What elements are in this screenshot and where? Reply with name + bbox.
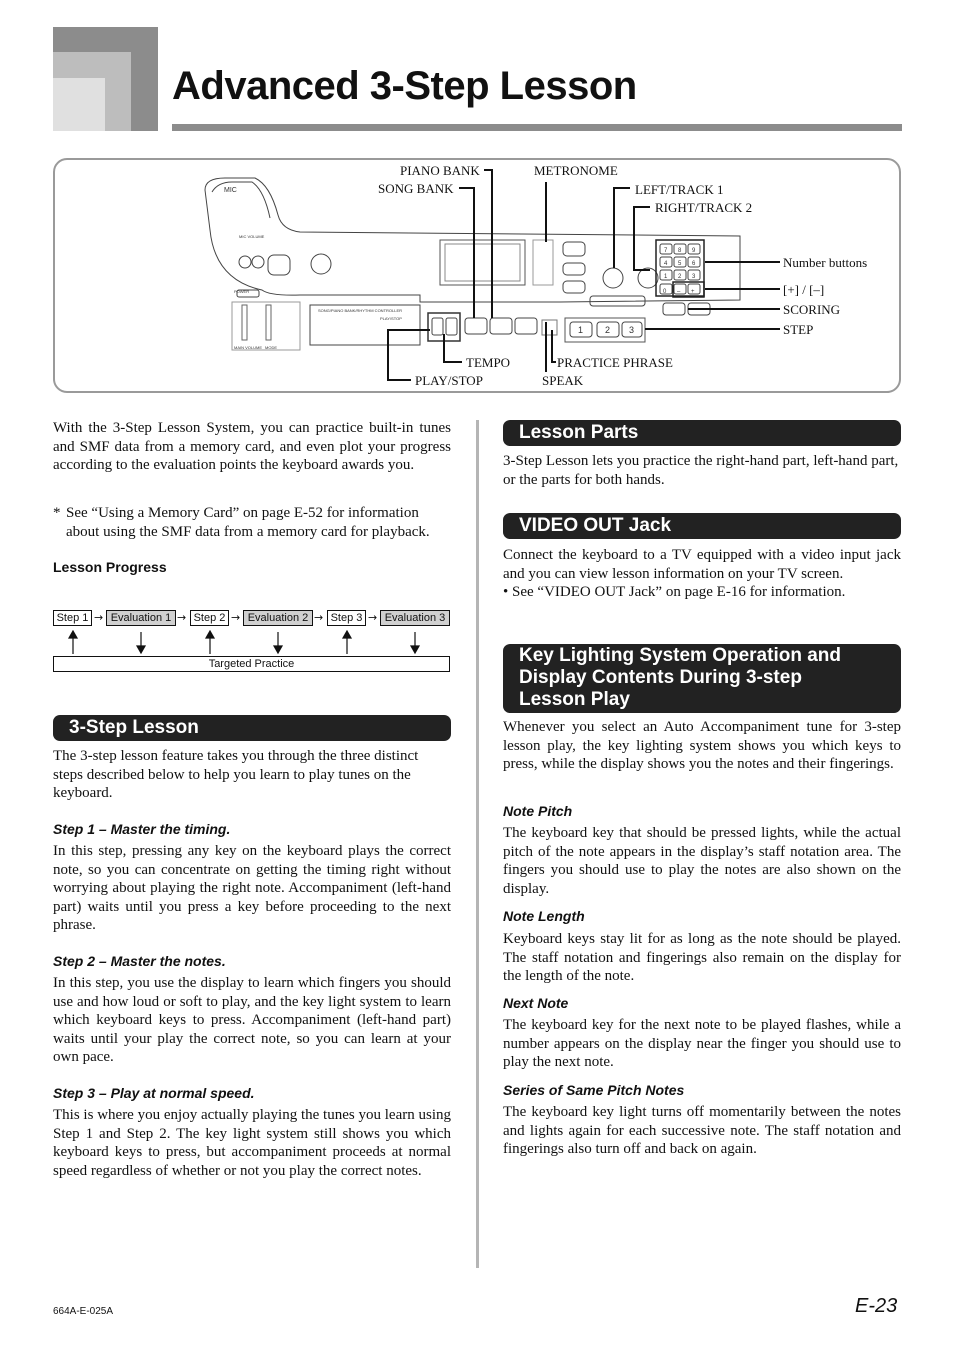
label-song-bank: SONG BANK bbox=[378, 181, 454, 196]
label-right-track: RIGHT/TRACK 2 bbox=[655, 200, 753, 215]
step-key-2: 2 bbox=[605, 325, 611, 335]
numpad-key-3: 3 bbox=[692, 274, 696, 280]
progress-arrow: → bbox=[314, 611, 324, 624]
step-key-1: 1 bbox=[578, 325, 584, 335]
label-play-stop: PLAY/STOP bbox=[415, 373, 483, 388]
progress-arrow: → bbox=[177, 611, 187, 624]
numpad-key-9: 9 bbox=[692, 248, 696, 254]
section-bar-3-step-lesson: 3-Step Lesson bbox=[53, 715, 451, 741]
document-code: 664A-E-025A bbox=[53, 1306, 114, 1317]
key-lighting-intro: Whenever you select an Auto Accompaniment tune for 3-step lesson play, the key lighting system shows you which keys to press, while the display shows you the notes and their fingerings. bbox=[503, 719, 901, 773]
label-scoring: SCORING bbox=[783, 302, 841, 317]
power-label: POWER bbox=[234, 289, 250, 294]
label-plus-minus: [+] / [–] bbox=[783, 282, 825, 297]
same-pitch-heading: Series of Same Pitch Notes bbox=[503, 1082, 685, 1098]
numpad-minus: – bbox=[677, 289, 681, 295]
mic-volume-label: MIC VOLUME bbox=[239, 234, 265, 239]
section-bar-lesson-parts: Lesson Parts bbox=[503, 420, 901, 446]
section-bar-key-lighting bbox=[503, 644, 901, 713]
intro-paragraph: With the 3-Step Lesson System, you can practice built-in tunes and SMF data from a memory card, and even plot your progress according to the evaluation points the keyboard awards you. bbox=[53, 420, 451, 474]
step-3-heading: Step 3 – Play at normal speed. bbox=[53, 1085, 255, 1101]
progress-evaluation-1: Evaluation 1 bbox=[106, 610, 176, 626]
video-out-text: Connect the keyboard to a TV equipped with a video input jack and you can view lesson information on your TV screen. bbox=[503, 547, 901, 582]
progress-step-3: Step 3 bbox=[327, 610, 366, 626]
mode-label: MODE bbox=[265, 345, 277, 350]
numpad-key-8: 8 bbox=[678, 248, 682, 254]
main-volume-label: MAIN VOLUME bbox=[234, 345, 263, 350]
note-length-heading: Note Length bbox=[503, 908, 585, 924]
step-2-text: In this step, you use the display to learn which fingers you should use and how loud or soft to play, and the key light system to learn which keyboard keys to press. Accompaniment (left-hand part) waits until your play the correct note, so you can learn at your own pace. bbox=[53, 975, 451, 1066]
label-practice-phrase: PRACTICE PHRASE bbox=[557, 355, 673, 370]
targeted-practice-box: Targeted Practice bbox=[53, 656, 450, 672]
video-out-bullet: • See “VIDEO OUT Jack” on page E-16 for information. bbox=[503, 584, 846, 600]
lesson-progress-heading: Lesson Progress bbox=[53, 559, 167, 575]
step-3-text: This is where you enjoy actually playing the tunes you learn using Step 1 and Step 2. The key light system still shows you which keyboard keys to press, but accompaniment proceeds at normal speed regardless of whether or not you play the correct notes. bbox=[53, 1107, 451, 1179]
numpad-key-2: 2 bbox=[678, 274, 682, 280]
label-number-buttons: Number buttons bbox=[783, 255, 868, 270]
progress-evaluation-3: Evaluation 3 bbox=[380, 610, 450, 626]
progress-step-2: Step 2 bbox=[190, 610, 229, 626]
label-left-track: LEFT/TRACK 1 bbox=[635, 182, 724, 197]
key-lighting-title-line-1: Key Lighting System Operation and bbox=[519, 645, 841, 666]
numpad-plus: + bbox=[691, 289, 695, 295]
controller-panel-label: SONG/PIANO BANK/RHYTHM CONTROLLER bbox=[318, 308, 403, 313]
progress-arrow: → bbox=[368, 611, 378, 624]
label-piano-bank: PIANO BANK bbox=[400, 163, 480, 178]
step-1-heading: Step 1 – Master the timing. bbox=[53, 821, 231, 837]
numpad-key-4: 4 bbox=[664, 261, 668, 267]
numpad-zero: 0 bbox=[663, 289, 667, 295]
same-pitch-text: The keyboard key light turns off momentarily between the notes and lights again for each successive note. The staff notation and fingerings also turn off and back on again. bbox=[503, 1104, 901, 1158]
progress-arrow: → bbox=[94, 611, 104, 624]
key-lighting-title-line-2: Display Contents During 3-step bbox=[519, 667, 802, 688]
page-title: Advanced 3-Step Lesson bbox=[172, 64, 637, 108]
keyboard-illustration bbox=[0, 0, 954, 400]
lesson-parts-text: 3-Step Lesson lets you practice the right-hand part, left-hand part, or the parts for both hands. bbox=[503, 453, 899, 488]
step-key-3: 3 bbox=[629, 325, 635, 335]
column-divider bbox=[476, 420, 479, 1268]
memory-card-note: See “Using a Memory Card” on page E-52 for information about using the SMF data from a memory card for playback. bbox=[66, 505, 430, 540]
next-note-text: The keyboard key for the next note to be played flashes, while a number appears on the display near the finger you should use to play the next note. bbox=[503, 1017, 901, 1071]
note-pitch-text: The keyboard key that should be pressed lights, while the actual pitch of the note appears in the display’s staff notation area. The fingers you should use to play the notes are also shown on the display. bbox=[503, 825, 901, 897]
step-1-text: In this step, pressing any key on the keyboard plays the correct note, so you can concentrate on getting the timing right without worrying about playing the right note. Accompaniment (left-hand part) waits until you press a key before proceeding to the next phrase. bbox=[53, 843, 451, 934]
progress-arrow: → bbox=[231, 611, 241, 624]
note-length-text: Keyboard keys stay lit for as long as the note should be played. The staff notation and fingerings also remain on the display for the length of the note. bbox=[503, 931, 901, 985]
page-number: E-23 bbox=[855, 1295, 898, 1317]
three-step-intro: The 3-step lesson feature takes you through the three distinct steps described below to help you learn to play tunes on the keyboard. bbox=[53, 748, 419, 802]
numpad-key-6: 6 bbox=[692, 261, 696, 267]
section-bar-video-out: VIDEO OUT Jack bbox=[503, 513, 901, 539]
numpad-key-5: 5 bbox=[678, 261, 682, 267]
play-stop-small-label: PLAY/STOP bbox=[380, 316, 402, 321]
label-speak: SPEAK bbox=[542, 373, 584, 388]
label-metronome: METRONOME bbox=[534, 163, 618, 178]
note-asterisk: * bbox=[53, 505, 61, 521]
note-pitch-heading: Note Pitch bbox=[503, 803, 573, 819]
label-tempo: TEMPO bbox=[466, 355, 511, 370]
key-lighting-title-line-3: Lesson Play bbox=[519, 689, 630, 710]
progress-evaluation-2: Evaluation 2 bbox=[243, 610, 313, 626]
progress-flow-arrows bbox=[53, 630, 453, 656]
progress-step-1: Step 1 bbox=[53, 610, 92, 626]
mic-label: MIC bbox=[224, 187, 237, 194]
numpad-key-1: 1 bbox=[664, 274, 668, 280]
numpad-key-7: 7 bbox=[664, 248, 668, 254]
label-step: STEP bbox=[783, 322, 814, 337]
step-2-heading: Step 2 – Master the notes. bbox=[53, 953, 226, 969]
next-note-heading: Next Note bbox=[503, 995, 569, 1011]
